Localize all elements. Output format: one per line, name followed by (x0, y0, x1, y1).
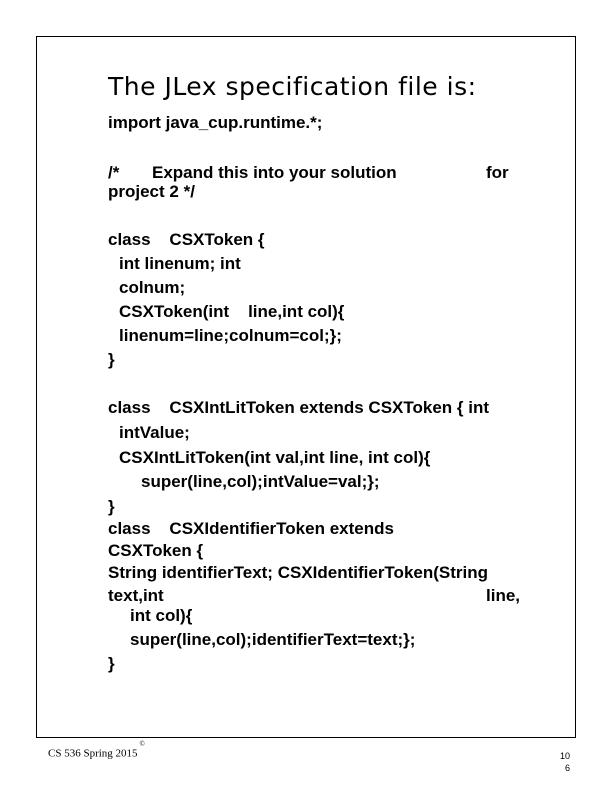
code-close-brace: } (108, 350, 115, 369)
code-constructor-body: linenum=line;colnum=col;}; (119, 326, 342, 345)
slide-title: The JLex specification file is: (108, 72, 477, 101)
code-class-identifier: class CSXIdentifierToken extends (108, 519, 394, 538)
code-param-text: text,int (108, 586, 164, 605)
page-number-bottom: 6 (564, 763, 570, 773)
code-field-colnum: colnum; (119, 278, 186, 297)
code-param-col: int col){ (130, 606, 193, 625)
code-super-intlit: super(line,col);intValue=val;}; (141, 472, 380, 491)
code-constructor-intlit: CSXIntLitToken(int val,int line, int col){ (119, 448, 431, 467)
code-comment-close: project 2 */ (108, 182, 195, 201)
code-param-line: line, (486, 586, 521, 605)
code-constructor-csxtoken: CSXToken(int line,int col){ (119, 302, 345, 321)
code-super-identifier: super(line,col);identifierText=text;}; (130, 630, 416, 649)
code-comment-text: Expand this into your solution (152, 163, 397, 182)
code-close-brace: } (108, 497, 115, 516)
code-line-import: import java_cup.runtime.*; (108, 113, 323, 132)
code-field-intvalue: intValue; (119, 423, 190, 442)
code-extends-csxtoken: CSXToken { (108, 541, 204, 560)
code-class-intlit: class CSXIntLitToken extends CSXToken { int (108, 398, 490, 417)
page-number-top: 10 (559, 751, 570, 761)
footer-course-text: CS 536 Spring 2015 (48, 747, 138, 760)
code-close-brace: } (108, 654, 115, 673)
code-field-linenum: int linenum; int (119, 254, 241, 273)
code-comment-open: /* (108, 163, 120, 182)
code-class-csxtoken: class CSXToken { (108, 230, 265, 249)
code-comment-for: for (486, 163, 509, 182)
code-field-identifiertext: String identifierText; CSXIdentifierToken(String (108, 563, 489, 582)
copyright-mark: © (139, 740, 145, 748)
footer-course (48, 740, 145, 760)
